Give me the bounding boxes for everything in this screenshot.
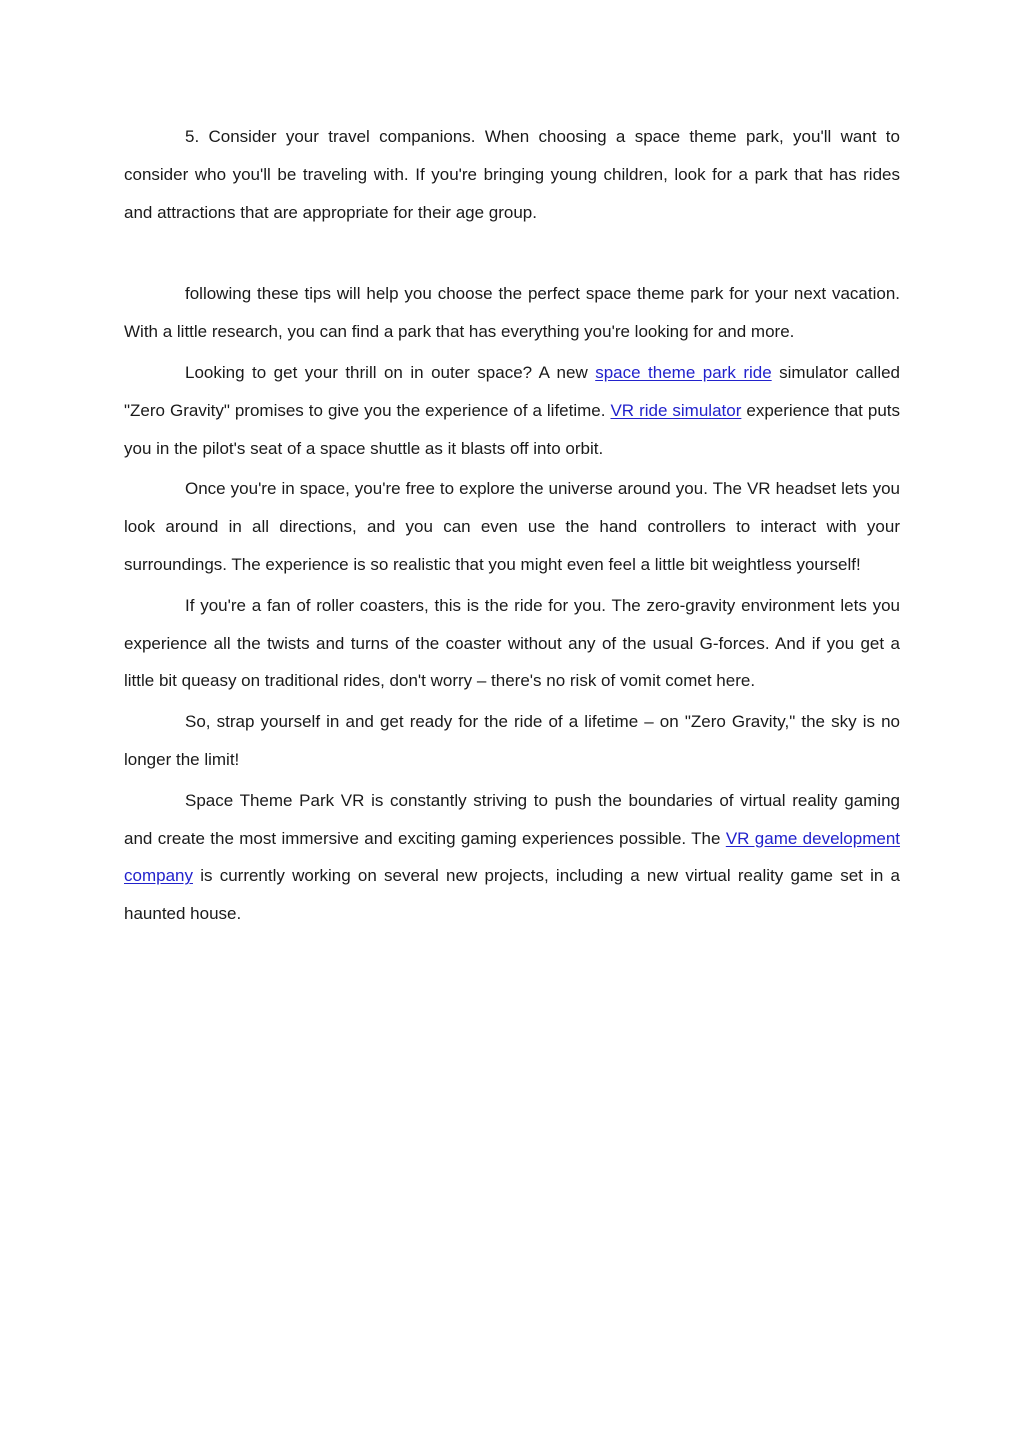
link-space-theme-park-ride[interactable]: space theme park ride [595, 362, 772, 382]
paragraph-text: is currently working on several new projects, including a new virtual reality game set in a haunted house. [124, 866, 900, 924]
paragraph-text: experience that puts you in the pilot's seat of a space shuttle as it blasts off into orbit. [124, 400, 900, 458]
paragraph-roller-coasters [124, 587, 900, 700]
paragraph-text: Once you're in space, you're free to explore the universe around you. The VR headset lets you look around in all directions, and you can even use the hand controllers to interact with your surroundings. The experience is so realistic that you might even feel a little bit weightless yourself! [124, 479, 900, 574]
paragraph-following-tips [124, 275, 900, 351]
paragraph-travel-companions [124, 118, 900, 231]
paragraph-strap-in [124, 703, 900, 779]
paragraph-explore-universe [124, 470, 900, 583]
link-vr-ride-simulator[interactable]: VR ride simulator [610, 400, 742, 420]
paragraph-text: following these tips will help you choose the perfect space theme park for your next vacation. With a little research, you can find a park that has everything you're looking for and more. [124, 284, 900, 342]
paragraph-text: So, strap yourself in and get ready for the ride of a lifetime – on "Zero Gravity," the sky is no longer the limit! [124, 712, 900, 769]
paragraph-text: Looking to get your thrill on in outer space? A new [185, 362, 596, 382]
document-body [124, 118, 900, 936]
paragraph-zero-gravity-intro [124, 354, 900, 467]
paragraph-space-theme-park-vr [124, 782, 900, 933]
link-vr-game-development-company[interactable]: VR game development company [124, 828, 900, 886]
paragraph-text: 5. Consider your travel companions. When choosing a space theme park, you'll want to consider who you'll be traveling with. If you're bringing young children, look for a park that has rides and attractions that are appropriate for their age group. [124, 127, 900, 222]
paragraph-text: If you're a fan of roller coasters, this is the ride for you. The zero-gravity environment lets you experience all the twists and turns of the coaster without any of the usual G-forces. And if you get a little bit queasy on traditional rides, don't worry – there's no risk of vomit comet here. [124, 595, 900, 691]
paragraph-text: simulator called "Zero Gravity" promises to give you the experience of a lifetime. [124, 362, 901, 420]
paragraph-text: Space Theme Park VR is constantly striving to push the boundaries of virtual reality gaming and create the most immersive and exciting gaming experiences possible. The [124, 790, 900, 848]
